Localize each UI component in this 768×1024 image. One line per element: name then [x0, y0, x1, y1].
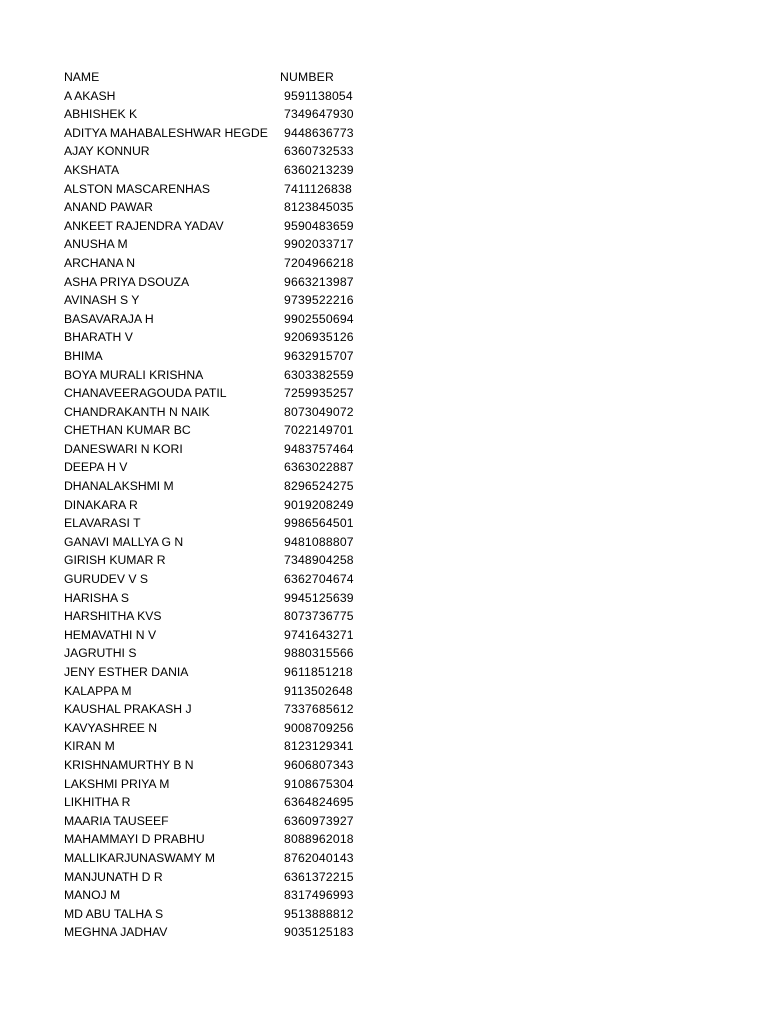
contact-name: HARSHITHA KVS — [64, 609, 162, 624]
contact-name: LAKSHMI PRIYA M — [64, 776, 170, 791]
contact-name: AKSHATA — [64, 162, 120, 177]
table-body — [64, 87, 384, 942]
contact-name: HEMAVATHI N V — [64, 627, 157, 642]
table-row — [64, 570, 384, 589]
contact-name: CHANAVEERAGOUDA PATIL — [64, 386, 227, 401]
table-row — [64, 366, 384, 385]
contact-number: 9108675304 — [284, 776, 354, 791]
contact-name: A AKASH — [64, 88, 116, 103]
contact-name: LIKHITHA R — [64, 795, 131, 810]
table-row — [64, 756, 384, 775]
table-row — [64, 607, 384, 626]
contact-number: 8296524275 — [284, 479, 354, 494]
table-row — [64, 775, 384, 794]
contact-number: 8762040143 — [284, 850, 354, 865]
contact-name: ALSTON MASCARENHAS — [64, 181, 211, 196]
table-row — [64, 719, 384, 738]
contact-number: 9663213987 — [284, 274, 354, 289]
table-row — [64, 235, 384, 254]
table-row — [64, 180, 384, 199]
contact-number: 8123129341 — [284, 739, 354, 754]
table-row — [64, 328, 384, 347]
contact-name: DANESWARI N KORI — [64, 441, 183, 456]
table-row — [64, 477, 384, 496]
table-row — [64, 905, 384, 924]
contact-name: KRISHNAMURTHY B N — [64, 757, 194, 772]
table-row — [64, 458, 384, 477]
table-row — [64, 644, 384, 663]
table-row — [64, 682, 384, 701]
table-row — [64, 849, 384, 868]
table-row — [64, 254, 384, 273]
contact-name: CHANDRAKANTH N NAIK — [64, 404, 210, 419]
contact-name: ASHA PRIYA DSOUZA — [64, 274, 190, 289]
contact-name: ADITYA MAHABALESHWAR HEGDE — [64, 125, 268, 140]
contact-number: 6360213239 — [284, 162, 354, 177]
contact-number: 9739522216 — [284, 293, 354, 308]
table-row — [64, 87, 384, 106]
contact-number: 8317496993 — [284, 888, 354, 903]
contact-number: 9611851218 — [284, 665, 353, 679]
contact-number: 9945125639 — [284, 590, 354, 605]
table-row — [64, 533, 384, 552]
table-row — [64, 384, 384, 403]
table-row — [64, 551, 384, 570]
contact-name: KIRAN M — [64, 739, 115, 754]
contact-number: 7022149701 — [284, 423, 354, 438]
contact-number: 9632915707 — [284, 348, 354, 363]
contact-name: ANAND PAWAR — [64, 200, 153, 215]
contact-name: MAARIA TAUSEEF — [64, 813, 169, 828]
table-row — [64, 273, 384, 292]
table-row — [64, 514, 384, 533]
contact-name: BOYA MURALI KRISHNA — [64, 367, 204, 382]
contact-number: 9880315566 — [284, 646, 354, 661]
contact-name: BASAVARAJA H — [64, 311, 154, 326]
contact-number: 9206935126 — [284, 330, 354, 345]
contact-number: 9113502648 — [284, 683, 353, 698]
table-row — [64, 923, 384, 942]
contact-number: 6362704674 — [284, 572, 354, 587]
table-row — [64, 830, 384, 849]
contact-name: MEGHNA JADHAV — [64, 925, 168, 940]
contact-number: 9590483659 — [284, 218, 354, 233]
contact-number: 7349647930 — [284, 107, 354, 122]
table-row — [64, 589, 384, 608]
table-row — [64, 700, 384, 719]
column-header-number: NUMBER — [280, 70, 335, 84]
table-row — [64, 198, 384, 217]
contact-name: ABHISHEK K — [64, 107, 138, 122]
contact-number: 8073049072 — [284, 404, 354, 419]
table-row — [64, 421, 384, 440]
contact-number: 9902033717 — [284, 237, 354, 252]
contact-name: AVINASH S Y — [64, 293, 140, 308]
table-row — [64, 737, 384, 756]
contact-number: 7337685612 — [284, 702, 354, 717]
contact-name: GANAVI MALLYA G N — [64, 534, 184, 549]
contact-number: 9606807343 — [284, 757, 354, 772]
contact-number: 9035125183 — [284, 925, 354, 940]
contact-name: DEEPA H V — [64, 460, 128, 475]
table-row — [64, 217, 384, 236]
contact-name: MANOJ M — [64, 888, 121, 903]
contact-number: 9481088807 — [284, 534, 354, 549]
contact-number: 9902550694 — [284, 311, 354, 326]
table-row — [64, 124, 384, 143]
contact-name: MD ABU TALHA S — [64, 906, 164, 921]
contact-name: KAVYASHREE N — [64, 720, 158, 735]
contact-number: 6364824695 — [284, 795, 354, 810]
table-row — [64, 310, 384, 329]
table-header-row — [64, 68, 384, 87]
table-row — [64, 347, 384, 366]
table-row — [64, 626, 384, 645]
contact-name: CHETHAN KUMAR BC — [64, 423, 191, 438]
contact-number: 7348904258 — [284, 553, 354, 568]
table-row — [64, 868, 384, 887]
table-row — [64, 291, 384, 310]
contact-name: ELAVARASI T — [64, 516, 141, 531]
contact-number: 9008709256 — [284, 720, 354, 735]
contact-name: DINAKARA R — [64, 497, 138, 512]
contact-name: GURUDEV V S — [64, 572, 148, 587]
contact-name: JAGRUTHI S — [64, 646, 137, 661]
contact-name: BHARATH V — [64, 330, 133, 345]
contact-number: 7411126838 — [284, 181, 352, 196]
contact-name: MALLIKARJUNASWAMY M — [64, 850, 216, 865]
table-row — [64, 440, 384, 459]
contact-name: MANJUNATH D R — [64, 869, 163, 884]
contact-number: 9483757464 — [284, 441, 354, 456]
table-row — [64, 105, 384, 124]
contact-table — [64, 68, 384, 942]
contact-name: MAHAMMAYI D PRABHU — [64, 832, 205, 847]
contact-number: 8088962018 — [284, 832, 354, 847]
contact-number: 9448636773 — [284, 125, 354, 140]
table-row — [64, 161, 384, 180]
contact-name: ANUSHA M — [64, 237, 128, 252]
table-row — [64, 793, 384, 812]
contact-number: 9986564501 — [284, 516, 354, 531]
contact-number: 6360732533 — [284, 144, 354, 159]
table-row — [64, 142, 384, 161]
contact-name: KAUSHAL PRAKASH J — [64, 702, 192, 717]
contact-name: GIRISH KUMAR R — [64, 553, 166, 568]
contact-number: 9591138054 — [284, 88, 353, 103]
contact-number: 9741643271 — [284, 627, 354, 642]
contact-number: 6363022887 — [284, 460, 354, 475]
contact-number: 6361372215 — [284, 869, 354, 884]
contact-number: 6360973927 — [284, 813, 354, 828]
contact-name: JENY ESTHER DANIA — [64, 665, 189, 679]
column-header-name: NAME — [64, 70, 100, 84]
contact-number: 7259935257 — [284, 386, 354, 401]
table-row — [64, 403, 384, 422]
contact-number: 8123845035 — [284, 200, 354, 215]
table-row — [64, 812, 384, 831]
contact-name: BHIMA — [64, 348, 103, 363]
contact-name: HARISHA S — [64, 590, 130, 605]
contact-number: 9019208249 — [284, 497, 354, 512]
contact-number: 7204966218 — [284, 255, 354, 270]
table-row — [64, 886, 384, 905]
contact-name: KALAPPA M — [64, 683, 132, 698]
contact-name: ANKEET RAJENDRA YADAV — [64, 218, 224, 233]
contact-name: ARCHANA N — [64, 255, 136, 270]
contact-number: 6303382559 — [284, 367, 354, 382]
table-row — [64, 663, 384, 682]
contact-name: DHANALAKSHMI M — [64, 479, 174, 494]
contact-name: AJAY KONNUR — [64, 144, 150, 159]
contact-number: 9513888812 — [284, 906, 354, 921]
table-row — [64, 496, 384, 515]
contact-number: 8073736775 — [284, 609, 354, 624]
